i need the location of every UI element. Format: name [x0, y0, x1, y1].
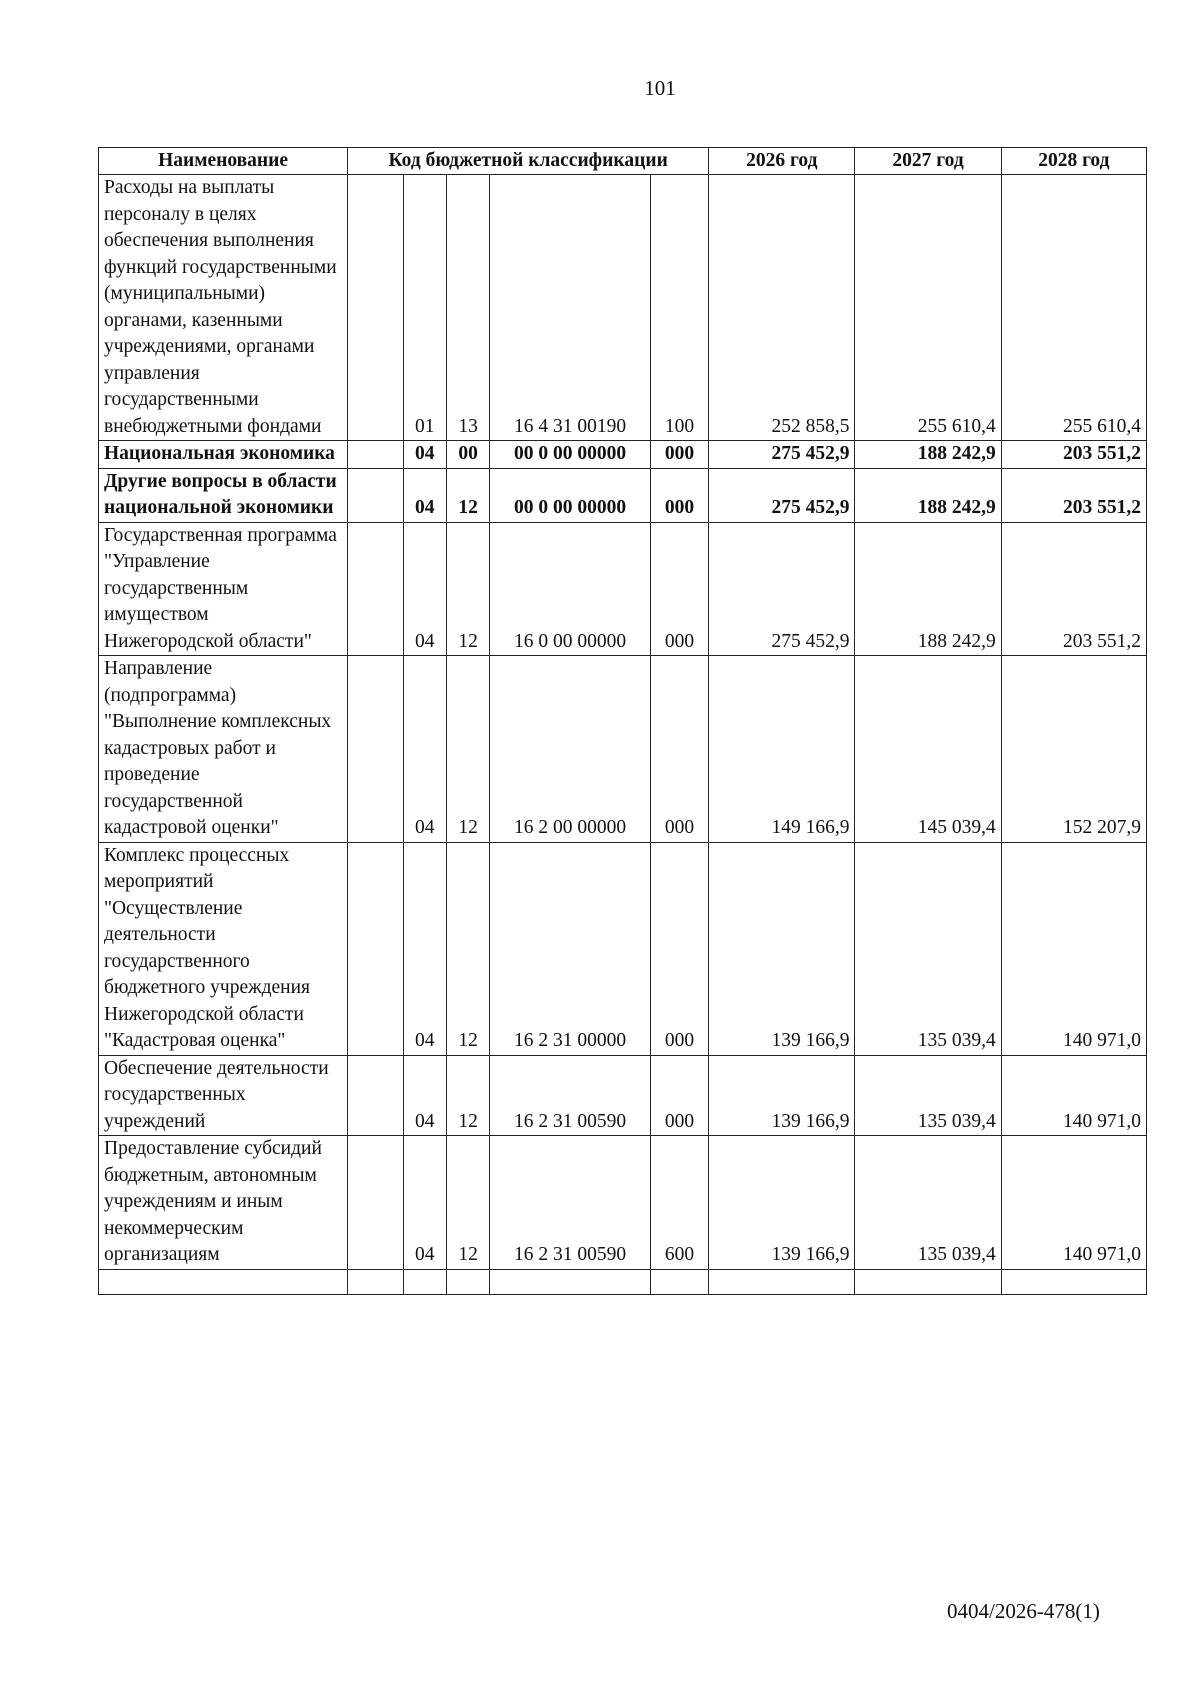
- row-name-cell: Другие вопросы в области национальной экономики: [99, 468, 348, 522]
- table-row: [99, 842, 1147, 1055]
- row-expense-type-code: 000: [650, 656, 709, 843]
- row-value-2026: 252 858,5: [709, 175, 855, 441]
- table-row: [99, 522, 1147, 656]
- row-target-code: 16 0 00 00000: [490, 522, 650, 656]
- row-section-code: 04: [403, 1055, 446, 1136]
- row-subsection-code: 12: [446, 656, 489, 843]
- empty-cell: [403, 1269, 446, 1294]
- row-value-2028: 140 971,0: [1001, 1055, 1146, 1136]
- row-target-code: 00 0 00 00000: [490, 468, 650, 522]
- row-value-2027: 135 039,4: [855, 842, 1001, 1055]
- empty-cell: [348, 1269, 403, 1294]
- row-value-2028: 203 551,2: [1001, 468, 1146, 522]
- empty-cell: [99, 1269, 348, 1294]
- row-blank-cell: [348, 441, 403, 469]
- row-value-2026: 139 166,9: [709, 842, 855, 1055]
- row-value-2026: 139 166,9: [709, 1055, 855, 1136]
- table-row: [99, 656, 1147, 843]
- page-number: 101: [644, 76, 676, 100]
- table-body: [99, 175, 1147, 1295]
- row-section-code: 04: [403, 656, 446, 843]
- table-row: [99, 441, 1147, 469]
- row-name-cell: Обеспечение деятельности государственных учреждений: [99, 1055, 348, 1136]
- document-code: 0404/2026-478(1): [947, 1599, 1100, 1623]
- row-subsection-code: 00: [446, 441, 489, 469]
- row-blank-cell: [348, 1136, 403, 1270]
- empty-cell: [446, 1269, 489, 1294]
- row-subsection-code: 12: [446, 1136, 489, 1270]
- row-target-code: 16 4 31 00190: [490, 175, 650, 441]
- empty-cell: [1001, 1269, 1146, 1294]
- row-value-2028: 140 971,0: [1001, 842, 1146, 1055]
- row-expense-type-code: 000: [650, 468, 709, 522]
- row-subsection-code: 12: [446, 522, 489, 656]
- row-value-2026: 149 166,9: [709, 656, 855, 843]
- row-expense-type-code: 000: [650, 441, 709, 469]
- row-target-code: 16 2 31 00590: [490, 1055, 650, 1136]
- table-header-row: [99, 148, 1147, 175]
- row-value-2027: 145 039,4: [855, 656, 1001, 843]
- row-value-2028: 140 971,0: [1001, 1136, 1146, 1270]
- row-expense-type-code: 000: [650, 1055, 709, 1136]
- row-subsection-code: 12: [446, 1055, 489, 1136]
- row-value-2026: 275 452,9: [709, 468, 855, 522]
- row-expense-type-code: 100: [650, 175, 709, 441]
- row-name-cell: Национальная экономика: [99, 441, 348, 469]
- row-target-code: 16 2 31 00590: [490, 1136, 650, 1270]
- row-expense-type-code: 000: [650, 842, 709, 1055]
- header-name: Наименование: [99, 148, 348, 175]
- row-target-code: 16 2 00 00000: [490, 656, 650, 843]
- table-row: [99, 1136, 1147, 1270]
- row-section-code: 04: [403, 842, 446, 1055]
- row-section-code: 04: [403, 522, 446, 656]
- row-subsection-code: 12: [446, 842, 489, 1055]
- row-target-code: 00 0 00 00000: [490, 441, 650, 469]
- header-code: Код бюджетной классификации: [348, 148, 709, 175]
- row-name-cell: Расходы на выплаты персоналу в целях обеспечения выполнения функций государственными (муниципальными) органами, казенными учреждениями, органами управления государственными внебюджетными фондами: [99, 175, 348, 441]
- row-blank-cell: [348, 656, 403, 843]
- empty-cell: [490, 1269, 650, 1294]
- row-expense-type-code: 000: [650, 522, 709, 656]
- header-2026: 2026 год: [709, 148, 855, 175]
- row-value-2026: 275 452,9: [709, 522, 855, 656]
- table-row: [99, 175, 1147, 441]
- row-value-2027: 188 242,9: [855, 522, 1001, 656]
- row-name-cell: Государственная программа "Управление государственным имуществом Нижегородской области": [99, 522, 348, 656]
- row-target-code: 16 2 31 00000: [490, 842, 650, 1055]
- row-value-2028: 203 551,2: [1001, 441, 1146, 469]
- table-row-empty: [99, 1269, 1147, 1294]
- empty-cell: [855, 1269, 1001, 1294]
- table-row: [99, 1055, 1147, 1136]
- row-section-code: 04: [403, 468, 446, 522]
- row-value-2027: 188 242,9: [855, 468, 1001, 522]
- row-name-cell: Направление (подпрограмма) "Выполнение комплексных кадастровых работ и проведение государственной кадастровой оценки": [99, 656, 348, 843]
- row-blank-cell: [348, 842, 403, 1055]
- empty-cell: [650, 1269, 709, 1294]
- header-2027: 2027 год: [855, 148, 1001, 175]
- row-blank-cell: [348, 522, 403, 656]
- row-section-code: 04: [403, 1136, 446, 1270]
- row-subsection-code: 12: [446, 468, 489, 522]
- row-subsection-code: 13: [446, 175, 489, 441]
- row-name-cell: Предоставление субсидий бюджетным, автономным учреждениям и иным некоммерческим организациям: [99, 1136, 348, 1270]
- row-value-2027: 135 039,4: [855, 1136, 1001, 1270]
- header-2028: 2028 год: [1001, 148, 1146, 175]
- row-value-2027: 188 242,9: [855, 441, 1001, 469]
- row-section-code: 04: [403, 441, 446, 469]
- table-row: [99, 468, 1147, 522]
- row-name-cell: Комплекс процессных мероприятий "Осуществление деятельности государственного бюджетного учреждения Нижегородской области "Кадастровая оценка": [99, 842, 348, 1055]
- row-value-2028: 203 551,2: [1001, 522, 1146, 656]
- row-value-2026: 275 452,9: [709, 441, 855, 469]
- row-blank-cell: [348, 468, 403, 522]
- row-value-2027: 135 039,4: [855, 1055, 1001, 1136]
- row-value-2027: 255 610,4: [855, 175, 1001, 441]
- row-value-2028: 152 207,9: [1001, 656, 1146, 843]
- budget-table: [98, 147, 1147, 1295]
- row-section-code: 01: [403, 175, 446, 441]
- row-expense-type-code: 600: [650, 1136, 709, 1270]
- row-blank-cell: [348, 1055, 403, 1136]
- row-value-2026: 139 166,9: [709, 1136, 855, 1270]
- empty-cell: [709, 1269, 855, 1294]
- row-value-2028: 255 610,4: [1001, 175, 1146, 441]
- row-blank-cell: [348, 175, 403, 441]
